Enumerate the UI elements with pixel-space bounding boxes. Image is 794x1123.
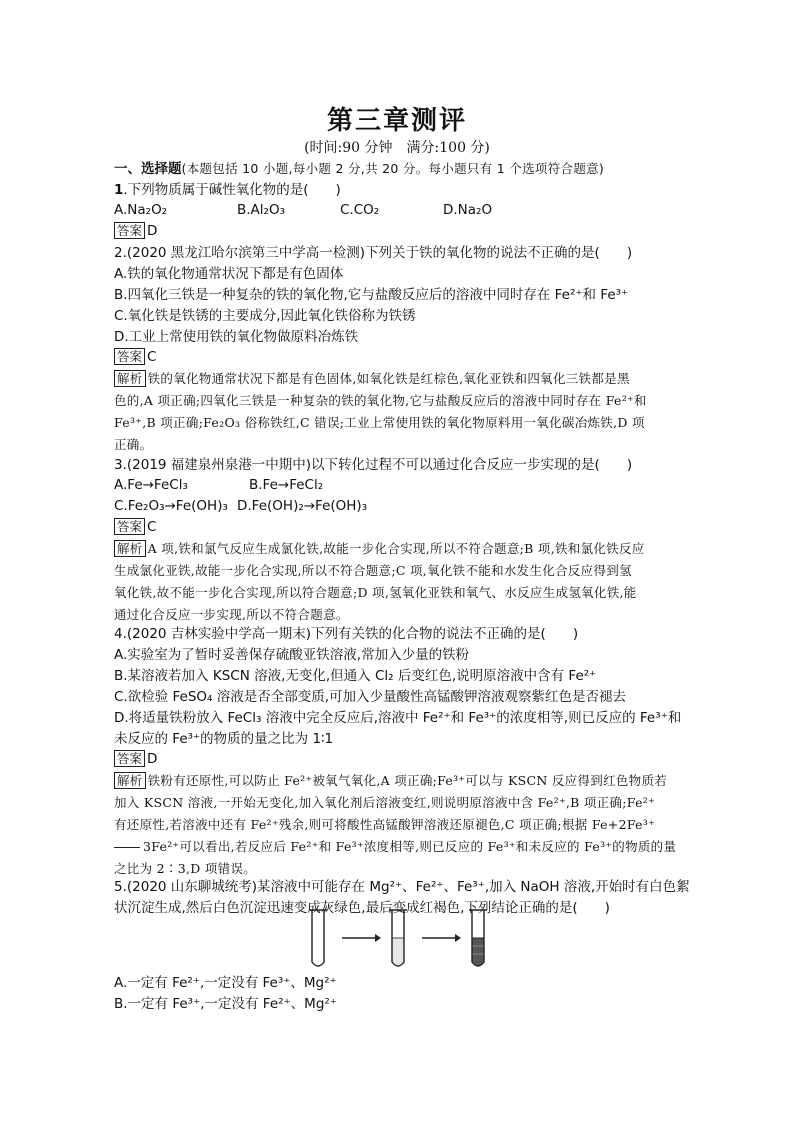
q4-analysis-line-4: 3Fe²⁺可以看出,若反应后 Fe²⁺和 Fe³⁺浓度相等,则已反应的 Fe³⁺和未反应的 Fe³⁺的物质的量 [114, 838, 676, 856]
q4-option-d-line-2: 未反应的 Fe³⁺的物质的量之比为 1∶1 [114, 731, 334, 747]
q4-option-b: B.某溶液若加入 KSCN 溶液,无变化,但通入 Cl₂ 后变红色,说明原溶液中含有 Fe²⁺ [114, 668, 597, 684]
test-tube-2-icon [389, 910, 407, 966]
section-heading-line [114, 160, 604, 178]
q3-option-d: D.Fe(OH)₂→Fe(OH)₃ [237, 498, 368, 514]
arrow-right-icon [422, 934, 461, 942]
q3-answer [114, 518, 156, 536]
q5-option-b: B.一定有 Fe³⁺,一定没有 Fe²⁺、Mg²⁺ [114, 996, 337, 1012]
question-4-stem: 4.(2020 吉林实验中学高一期末)下列有关铁的化合物的说法不正确的是( ) [114, 626, 579, 642]
q3-analysis-line-3: 氧化铁,故不能一步化合实现,所以符合题意;D 项,氢氧化亚铁和氧气、水反应生成氢氧化铁,能 [114, 585, 637, 600]
q2-option-c: C.氧化铁是铁锈的主要成分,因此氧化铁俗称为铁锈 [114, 308, 416, 324]
q3-option-a: A.Fe→FeCl₃ [114, 477, 188, 493]
answer-tag: 答案 [114, 348, 145, 365]
q2-answer [114, 348, 156, 366]
analysis-tag: 解析 [114, 540, 146, 557]
test-tube-figure [300, 904, 500, 972]
q1-option-c: C.CO₂ [340, 202, 380, 218]
q2-analysis-line-4: 正确。 [114, 437, 153, 452]
q1-answer-value: D [147, 223, 158, 239]
q5-option-a: A.一定有 Fe²⁺,一定没有 Fe³⁺、Mg²⁺ [114, 975, 337, 991]
q1-option-d: D.Na₂O [443, 202, 493, 218]
q3-analysis-line-2: 生成氯化亚铁,故能一步化合实现,所以不符合题意;C 项,氧化铁不能和水发生化合反应得到氢 [114, 563, 632, 578]
q2-answer-value: C [147, 349, 157, 365]
question-2-stem: 2.(2020 黑龙江哈尔滨第三中学高一检测)下列关于铁的氧化物的说法不正确的是( ) [114, 245, 633, 261]
q4-option-c: C.欲检验 FeSO₄ 溶液是否全部变质,可加入少量酸性高锰酸钾溶液观察紫红色是否褪去 [114, 689, 627, 705]
page-subtitle: (时间:90 分钟 满分:100 分) [304, 140, 490, 156]
answer-tag: 答案 [114, 518, 145, 535]
q4-analysis-line-2: 加入 KSCN 溶液,一开始无变化,加入氧化剂后溶液变红,则说明原溶液中含 Fe²⁺,B 项正确;Fe²⁺ [114, 795, 655, 810]
q4-analysis-line-1: 解析 铁粉有还原性,可以防止 Fe²⁺被氧气氧化,A 项正确;Fe³⁺可以与 KSCN 反应得到红色物质若 [114, 772, 667, 790]
q1-option-a: A.Na₂O₂ [114, 202, 168, 218]
test-tube-1-icon [309, 910, 327, 966]
section-description: (本题包括 10 小题,每小题 2 分,共 20 分。每小题只有 1 个选项符合题意) [181, 161, 605, 176]
analysis-tag: 解析 [114, 370, 146, 387]
q3-answer-value: C [147, 519, 157, 535]
q4-option-a: A.实验室为了暂时妥善保存硫酸亚铁溶液,常加入少量的铁粉 [114, 647, 470, 663]
q4-answer-value: D [147, 751, 158, 767]
q3-option-c: C.Fe₂O₃→Fe(OH)₃ [114, 498, 228, 514]
q4-analysis-line-5: 之比为 2∶3,D 项错误。 [114, 861, 257, 876]
question-5-stem-line-2: 状沉淀生成,然后白色沉淀迅速变成灰绿色,最后变成红褐色,下列结论正确的是( ) [114, 900, 610, 916]
q2-analysis-line-1: 解析 铁的氧化物通常状况下都是有色固体,如氧化铁是红棕色,氧化亚铁和四氧化三铁都是黑 [114, 370, 630, 388]
test-tube-3-icon [469, 910, 487, 966]
q2-option-b: B.四氧化三铁是一种复杂的铁的氧化物,它与盐酸反应后的溶液中同时存在 Fe²⁺和 Fe³⁺ [114, 287, 629, 303]
q2-option-d: D.工业上常使用铁的氧化物做原料冶炼铁 [114, 329, 359, 345]
answer-tag: 答案 [114, 750, 145, 767]
q2-analysis-line-2: 色的,A 项正确;四氧化三铁是一种复杂的铁的氧化物,它与盐酸反应后的溶液中同时存在 Fe²⁺和 [114, 393, 647, 408]
page-title: 第三章测评 [326, 106, 467, 136]
q3-analysis-line-1: 解析 A 项,铁和氯气反应生成氯化铁,故能一步化合实现,所以不符合题意;B 项,铁和氯化铁反应 [114, 540, 645, 558]
answer-tag: 答案 [114, 222, 145, 239]
analysis-tag: 解析 [114, 772, 146, 789]
arrow-right-icon [342, 934, 381, 942]
q2-option-a: A.铁的氧化物通常状况下都是有色固体 [114, 266, 344, 282]
q2-analysis-line-3: Fe³⁺,B 项正确;Fe₂O₃ 俗称铁红,C 错误;工业上常使用铁的氧化物原料用一氧化碳冶炼铁,D 项 [114, 415, 645, 430]
q3-option-b: B.Fe→FeCl₂ [249, 477, 324, 493]
q4-answer [114, 750, 157, 768]
q4-analysis-line-3: 有还原性,若溶液中还有 Fe²⁺残余,则可将酸性高锰酸钾溶液还原褪色,C 项正确;根据 Fe+2Fe³⁺ [114, 817, 656, 832]
question-5-stem-line-1: 5.(2020 山东聊城统考)某溶液中可能存在 Mg²⁺、Fe²⁺、Fe³⁺,加入 NaOH 溶液,开始时有白色絮 [114, 879, 690, 895]
section-heading: 一、选择题 [114, 161, 182, 177]
question-1-stem: 1.下列物质属于碱性氧化物的是( ) [114, 182, 341, 198]
q4-option-d-line-1: D.将适量铁粉放入 FeCl₃ 溶液中完全反应后,溶液中 Fe²⁺和 Fe³⁺的浓度相等,则已反应的 Fe³⁺和 [114, 710, 682, 726]
q1-option-b: B.Al₂O₃ [237, 202, 285, 218]
question-3-stem: 3.(2019 福建泉州泉港一中期中)以下转化过程不可以通过化合反应一步实现的是( ) [114, 457, 633, 473]
q3-analysis-line-4: 通过化合反应一步实现,所以不符合题意。 [114, 607, 349, 622]
q1-answer [114, 222, 157, 240]
equals-arrow-icon [114, 847, 140, 848]
